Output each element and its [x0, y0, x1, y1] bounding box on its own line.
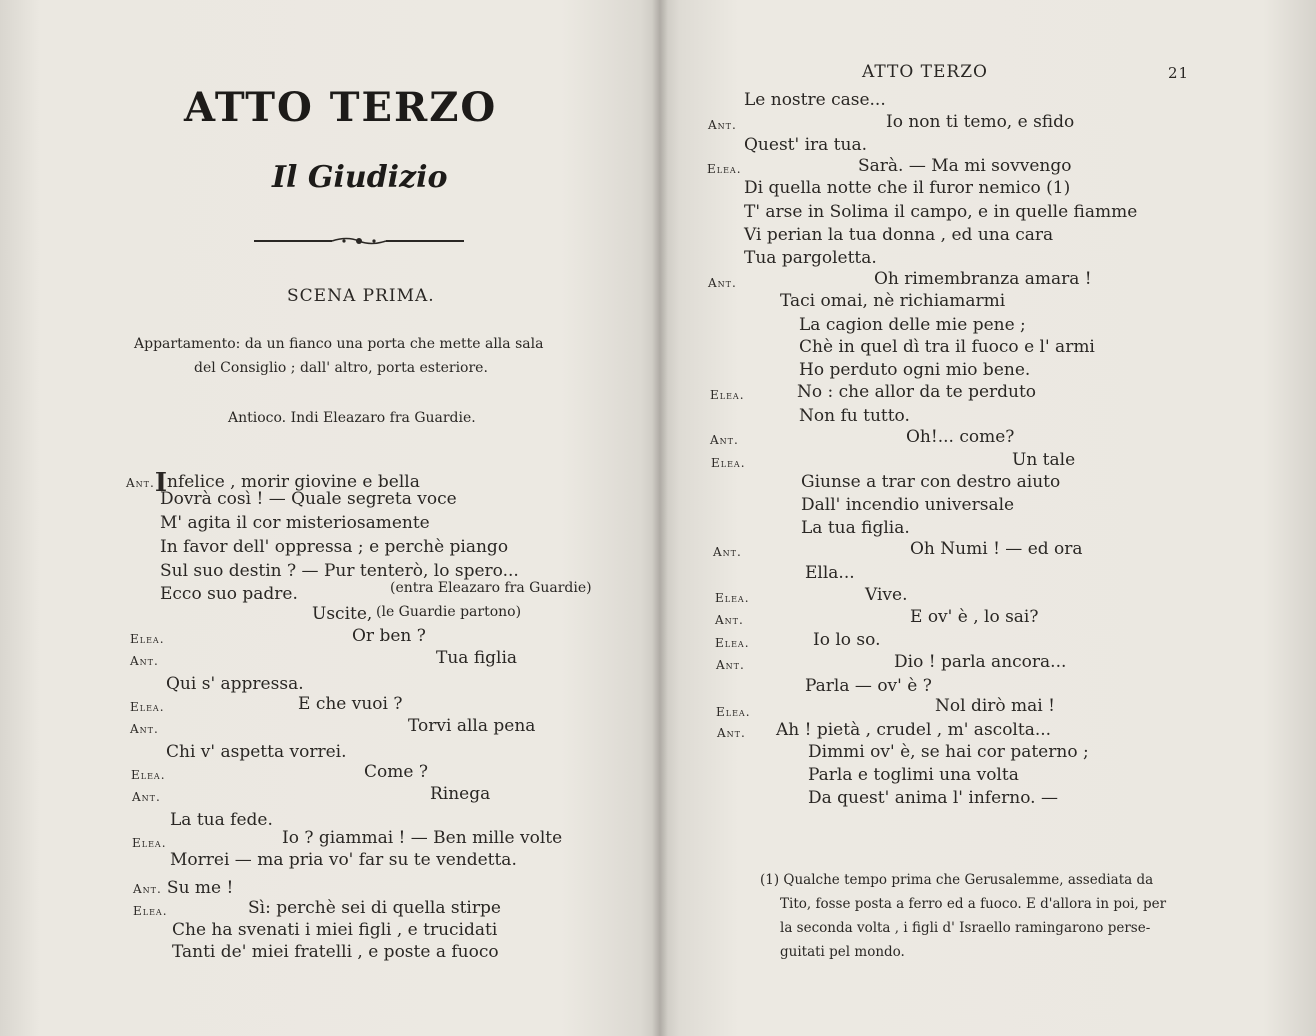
verse-line: Le nostre case... — [744, 90, 886, 110]
verse-line: Tua figlia — [436, 648, 518, 668]
verse-line: Oh!... come? — [906, 427, 1015, 447]
verse-line: Da quest' anima l' inferno. — — [808, 788, 1058, 808]
speaker-label: Ant. — [133, 882, 162, 896]
running-head: ATTO TERZO — [862, 62, 988, 82]
characters-line: Antioco. Indi Eleazaro fra Guardie. — [228, 410, 476, 426]
verse-line: Or ben ? — [352, 626, 426, 646]
verse-line: Parla — ov' è ? — [805, 676, 932, 696]
speaker-label: Ant. — [715, 613, 744, 627]
speaker-label: Elea. — [716, 705, 751, 719]
verse-line: Tanti de' miei fratelli , e poste a fuoco — [172, 942, 499, 962]
verse-line: M' agita il cor misteriosamente — [160, 513, 430, 533]
verse-line: Oh Numi ! — ed ora — [910, 539, 1083, 559]
speaker-label: Ant. — [716, 658, 745, 672]
speaker-label: Elea. — [132, 836, 167, 850]
speaker-label: Ant. — [710, 433, 739, 447]
verse-line: La tua fede. — [170, 810, 273, 830]
verse-text: Su me ! — [166, 878, 234, 898]
verse-line: Parla e toglimi una volta — [808, 765, 1019, 785]
speaker-label: Elea. — [130, 700, 165, 714]
verse-line: E che vuoi ? — [298, 694, 403, 714]
verse-line: Ah ! pietà , crudel , m' ascolta... — [776, 720, 1052, 740]
verse-line: Qui s' appressa. — [166, 674, 304, 694]
speaker-label: Ant. — [132, 790, 161, 804]
speaker-label: Ant. — [126, 476, 155, 490]
verse-line: Rinega — [430, 784, 491, 804]
verse-line: Sul suo destin ? — Pur tenterò, lo spero... — [160, 561, 519, 581]
verse-line: Io non ti temo, e sfido — [886, 112, 1075, 132]
verse-line: Tua pargoletta. — [744, 248, 877, 268]
verse-line: Dovrà così ! — Quale segreta voce — [160, 489, 457, 509]
verse-line: Taci omai, nè richiamarmi — [780, 291, 1006, 311]
footnote-line: Tito, fosse posta a ferro ed a fuoco. E d'allora in poi, per — [780, 896, 1167, 912]
verse-line: T' arse in Solima il campo, e in quelle fiamme — [744, 202, 1138, 222]
verse-line — [133, 878, 233, 898]
verse-line: Non fu tutto. — [799, 406, 910, 426]
stage-aside: (le Guardie partono) — [376, 604, 522, 620]
speaker-label: Ant. — [708, 276, 737, 290]
right-page — [660, 0, 1316, 1036]
speaker-label: Ant. — [717, 726, 746, 740]
footnote-line: (1) Qualche tempo prima che Gerusalemme, assediata da — [760, 872, 1154, 888]
verse-line: Chi v' aspetta vorrei. — [166, 742, 347, 762]
verse-line: No : che allor da te perduto — [797, 382, 1037, 402]
verse-line: Quest' ira tua. — [744, 135, 868, 155]
verse-line: Io lo so. — [813, 630, 881, 650]
verse-line: Dio ! parla ancora... — [894, 652, 1067, 672]
verse-line: Sarà. — Ma mi sovvengo — [858, 156, 1072, 176]
verse-line: Uscite, — [312, 604, 373, 624]
page-number: 21 — [1168, 64, 1190, 82]
act-title: ATTO TERZO — [184, 84, 498, 131]
verse-line: In favor dell' oppressa ; e perchè piango — [160, 537, 509, 557]
verse-line: Ella... — [805, 563, 855, 583]
footnote-line: la seconda volta , i figli d' Israello ramingarono perse- — [780, 920, 1151, 936]
speaker-label: Elea. — [131, 768, 166, 782]
verse-line: Ho perduto ogni mio bene. — [799, 360, 1031, 380]
scene-heading: SCENA PRIMA. — [287, 286, 435, 306]
verse-line: Un tale — [1012, 450, 1076, 470]
verse-line: Dimmi ov' è, se hai cor paterno ; — [808, 742, 1089, 762]
speaker-label: Elea. — [715, 636, 750, 650]
verse-line: La tua figlia. — [801, 518, 910, 538]
speaker-label: Elea. — [133, 904, 168, 918]
drop-cap: I — [154, 468, 167, 498]
speaker-label: Ant. — [130, 722, 159, 736]
ornamental-divider — [252, 234, 466, 248]
stage-aside: (entra Eleazaro fra Guardie) — [390, 580, 592, 596]
verse-line: Giunse a trar con destro aiuto — [801, 472, 1061, 492]
verse-line: Che ha svenati i miei figli , e trucidati — [172, 920, 498, 940]
scene-subtitle: Il Giudizio — [272, 160, 448, 195]
verse-text: nfelice , morir giovine e bella — [167, 472, 420, 492]
verse-line: Io ? giammai ! — Ben mille volte — [282, 828, 563, 848]
verse-line: Morrei — ma pria vo' far su te vendetta. — [170, 850, 517, 870]
speaker-label: Elea. — [715, 591, 750, 605]
verse-line: Vive. — [865, 585, 908, 605]
speaker-label: Ant. — [130, 654, 159, 668]
verse-line: Nol dirò mai ! — [935, 696, 1055, 716]
verse-line: Dall' incendio universale — [801, 495, 1015, 515]
verse-line: Sì: perchè sei di quella stirpe — [248, 898, 501, 918]
verse-line: E ov' è , lo sai? — [910, 607, 1039, 627]
verse-line: Di quella notte che il furor nemico (1) — [744, 178, 1071, 198]
speaker-label: Elea. — [710, 388, 745, 402]
verse-line: Oh rimembranza amara ! — [874, 269, 1092, 289]
verse-line: Chè in quel dì tra il fuoco e l' armi — [799, 337, 1095, 357]
speaker-label: Ant. — [713, 545, 742, 559]
stage-direction-line: del Consiglio ; dall' altro, porta esteriore. — [194, 360, 488, 376]
speaker-label: Ant. — [708, 118, 737, 132]
speaker-label: Elea. — [711, 456, 746, 470]
verse-line: Ecco suo padre. — [160, 584, 298, 604]
verse-line: Torvi alla pena — [408, 716, 536, 736]
verse-line: La cagion delle mie pene ; — [799, 315, 1026, 335]
verse-line: Come ? — [364, 762, 428, 782]
speaker-label: Elea. — [707, 162, 742, 176]
book-gutter — [652, 0, 668, 1036]
verse-line: Vi perian la tua donna , ed una cara — [744, 225, 1054, 245]
stage-direction-line: Appartamento: da un fianco una porta che mette alla sala — [134, 336, 544, 352]
speaker-label: Elea. — [130, 632, 165, 646]
footnote-line: guitati pel mondo. — [780, 944, 905, 960]
